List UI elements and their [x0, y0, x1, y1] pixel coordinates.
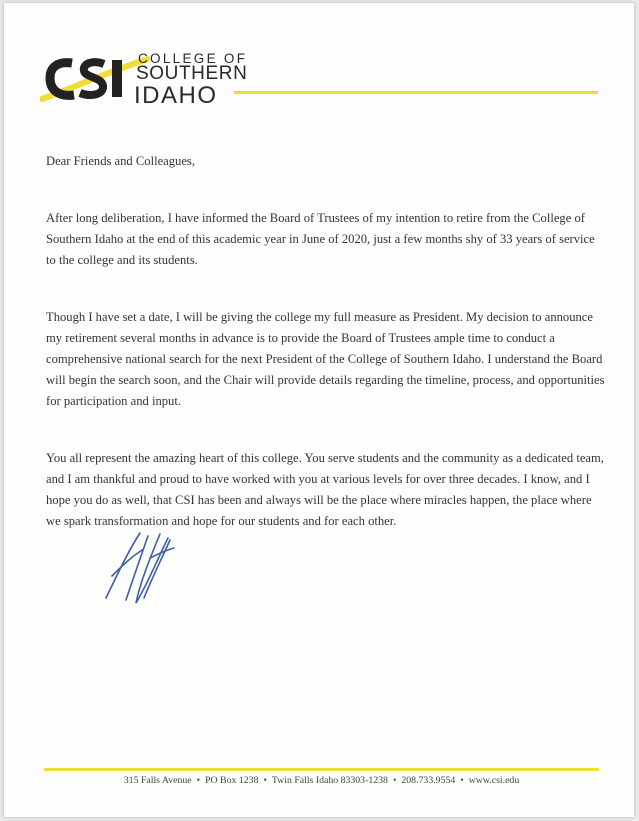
letter-page	[4, 3, 634, 817]
footer-phone: 208.733.9554	[401, 775, 456, 786]
footer-po-box: PO Box 1238	[205, 775, 259, 786]
footer-separator: •	[196, 775, 201, 786]
paragraph-3: You all represent the amazing heart of this college. You serve students and the community as a dedicated team, and I am thankful and proud to have worked with you at various levels for over three decades. I know, and I hope you do as well, that CSI has been and always will be the place where miracles happen, the place where we spark transformation and hope for our students and for each other.	[46, 451, 604, 528]
handwritten-signature	[100, 528, 200, 608]
footer-separator: •	[392, 775, 397, 786]
header-divider	[234, 91, 598, 94]
footer-city: Twin Falls Idaho 83303-1238	[271, 775, 388, 786]
footer-website: www.csi.edu	[468, 775, 520, 786]
footer-separator: •	[460, 775, 464, 786]
footer-divider	[44, 768, 599, 771]
footer-contact	[44, 775, 599, 786]
salutation: Dear Friends and Colleagues,	[46, 154, 195, 168]
footer-address: 315 Falls Avenue	[123, 775, 192, 786]
paragraph-1: After long deliberation, I have informed the Board of Trustees of my intention to retire from the College of Southern Idaho at the end of this academic year in June of 2020, just a few months shy of 33 years of service to the college and its students.	[46, 211, 595, 267]
logo-line-idaho: IDAHO	[134, 82, 218, 109]
paragraph-2: Though I have set a date, I will be giving the college my full measure as President. My decision to announce my retirement several months in advance is to provide the Board of Trustees ample time to conduct a comprehensive national search for the next President of the College of Southern Idaho. I understand the Board will begin the search soon, and the Chair will provide details regarding the timeline, process, and opportunities for participation and input.	[46, 310, 605, 408]
footer-separator: •	[263, 775, 267, 786]
logo-line-college-of: COLLEGE OF	[138, 51, 248, 66]
letterhead	[4, 3, 634, 113]
logo-line-southern: SOUTHERN	[136, 63, 248, 84]
letter-body	[46, 151, 606, 568]
